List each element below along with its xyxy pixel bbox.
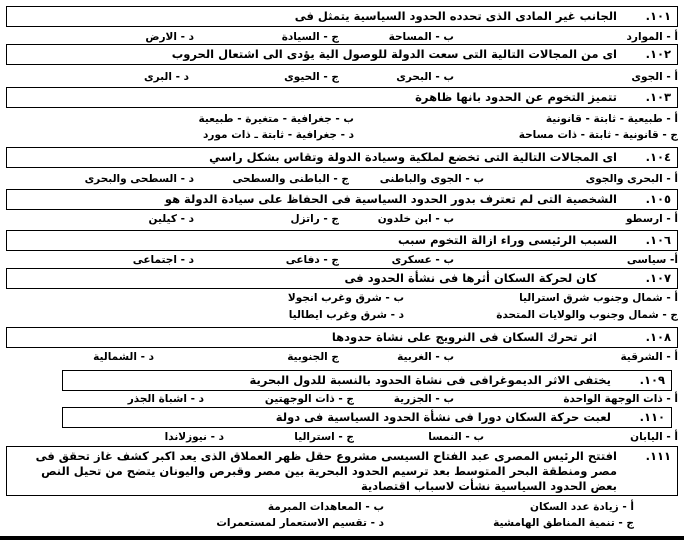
option-a[interactable]: أ - الشرقية xyxy=(620,351,678,363)
option-a[interactable]: أ - شمال وجنوب شرق استراليا xyxy=(519,292,678,304)
option-b[interactable]: ب - جغرافية - متغيرة - طبيعية xyxy=(198,113,354,125)
question-text: لعبت حركة السكان دورا فى نشأة الحدود السياسية فى دولة xyxy=(275,410,611,424)
option-b[interactable]: ب - المساحة xyxy=(388,31,454,43)
option-b[interactable]: ب - عسكرى xyxy=(391,254,454,266)
option-a[interactable]: أ - ارسطو xyxy=(625,213,678,225)
question-number: ١٠٣. xyxy=(645,90,671,104)
option-d[interactable]: د - شرق وغرب ايطاليا xyxy=(288,309,404,321)
question-box xyxy=(6,189,678,210)
question-text: كان لحركة السكان أثرها فى نشأة الحدود فى xyxy=(344,271,597,285)
question-text: السبب الرئيسى وراء ازالة التخوم سبب xyxy=(397,233,617,247)
question-box xyxy=(62,370,672,391)
question-text: اى المجالات التالية التى تخضع لملكية وسيادة الدولة وتقاس بشكل راسي xyxy=(209,150,617,164)
question-number: ١٠١. xyxy=(645,9,671,23)
option-d[interactable]: د - اشباة الجذر xyxy=(127,393,204,405)
question-number: ١٠٤. xyxy=(645,150,671,164)
option-b[interactable]: ب - الغربية xyxy=(397,351,454,363)
option-c[interactable]: ج - ذات الوجهتين xyxy=(264,393,354,405)
option-b[interactable]: ب - النمسا xyxy=(428,431,484,443)
option-d[interactable]: د - كيلين xyxy=(148,213,194,225)
question-number: ١٠٩. xyxy=(639,373,665,387)
option-c[interactable]: ج - قانونية - ثابتة - ذات مساحة xyxy=(518,129,678,141)
question-text: تتميز التخوم عن الحدود بانها ظاهرة xyxy=(415,90,617,104)
question-box xyxy=(6,147,678,168)
option-c[interactable]: ج - شمال وجنوب والولايات المتحدة xyxy=(496,309,678,321)
question-number: ١١١. xyxy=(645,449,671,463)
option-b[interactable]: ب - شرق وغرب انجولا xyxy=(287,292,404,304)
question-box xyxy=(6,44,678,65)
option-a[interactable]: أ - زيادة عدد السكان xyxy=(530,501,634,513)
option-c[interactable]: ج - الحيوى xyxy=(284,71,339,83)
bottom-divider xyxy=(0,536,684,540)
option-d[interactable]: د - جغرافية - ثابتة ـ ذات مورد xyxy=(203,129,354,141)
option-b[interactable]: ب - الجزرية xyxy=(393,393,454,405)
question-box xyxy=(62,407,672,428)
option-b[interactable]: ب - المعاهدات المبرمة xyxy=(267,501,384,513)
option-a[interactable]: أ - الجوى xyxy=(631,71,678,83)
question-box xyxy=(6,230,678,251)
option-d[interactable]: د - البرى xyxy=(143,71,189,83)
question-box xyxy=(6,268,678,289)
option-a[interactable]: أ - اليابان xyxy=(630,431,678,443)
question-text: الشخصية التى لم تعترف بدور الحدود السياسية فى الحفاظ على سيادة الدولة هو xyxy=(164,192,617,206)
question-text: اى من المجالات التالية التى سعت الدولة للوصول الية يؤدى الى اشتعال الحروب xyxy=(171,47,617,61)
option-b[interactable]: ب - الجوى والباطنى xyxy=(379,173,484,185)
option-a[interactable]: أ - ذات الوجهة الواحدة xyxy=(563,393,678,405)
question-box xyxy=(6,87,678,108)
option-d[interactable]: د - السطحى والبحرى xyxy=(84,173,194,185)
option-a[interactable]: أ - طبيعية - ثابتة - قانونية xyxy=(545,113,678,125)
question-box xyxy=(6,327,678,348)
question-number: ١٠٨. xyxy=(645,330,671,344)
question-number: ١٠٧. xyxy=(645,271,671,285)
option-d[interactable]: د - الارض xyxy=(145,31,194,43)
option-c[interactable]: ج - السيادة xyxy=(281,31,339,43)
option-c[interactable]: ج - راتزل xyxy=(290,213,339,225)
option-a[interactable]: أ- سياسى xyxy=(626,254,678,266)
option-d[interactable]: د - اجتماعى xyxy=(132,254,194,266)
question-text: اثر تحرك السكان فى النرويج على نشاة حدودها xyxy=(331,330,597,344)
option-c[interactable]: ج - دفاعى xyxy=(285,254,339,266)
option-a[interactable]: أ - الموارد xyxy=(626,31,678,43)
option-d[interactable]: د - نيوزلاندا xyxy=(164,431,224,443)
option-d[interactable]: د - تقسيم الاستعمار لمستعمرات xyxy=(216,517,384,529)
question-box xyxy=(6,446,678,496)
question-text: الجانب غير المادى الذى تحدده الحدود السياسية يتمثل فى xyxy=(294,9,617,23)
option-b[interactable]: ب - البحرى xyxy=(396,71,454,83)
option-d[interactable]: د - الشمالية xyxy=(93,351,154,363)
option-c[interactable]: ج - الباطنى والسطحى xyxy=(232,173,349,185)
question-text: افتتح الرئيس المصرى عبد الفتاح السيسى مشروع حقل ظهر العملاق الذى يعد اكبر كشف غاز تحقق فى مصر ومنطقة البحر المتوسط بعد ترسيم الحدود البحرية بين مصر وقبرص واليونان يتضح من تحيل النص بعض الحدود السياسية نشأت لاسباب اقتصادية xyxy=(35,449,617,493)
option-c[interactable]: ج - تنمية المناطق الهامشية xyxy=(493,517,634,529)
question-number: ١٠٢. xyxy=(645,47,671,61)
option-c[interactable]: ج الجنوبية xyxy=(287,351,339,363)
question-text: يختفى الاثر الديموغرافى فى نشاة الحدود بالنسبة للدول البحرية xyxy=(249,373,611,387)
question-number: ١١٠. xyxy=(639,410,665,424)
option-a[interactable]: أ - البحرى والجوى xyxy=(585,173,678,185)
question-number: ١٠٥. xyxy=(645,192,671,206)
option-c[interactable]: ج - استراليا xyxy=(294,431,354,443)
question-box xyxy=(6,6,678,27)
question-number: ١٠٦. xyxy=(645,233,671,247)
option-b[interactable]: ب - ابن خلدون xyxy=(377,213,454,225)
